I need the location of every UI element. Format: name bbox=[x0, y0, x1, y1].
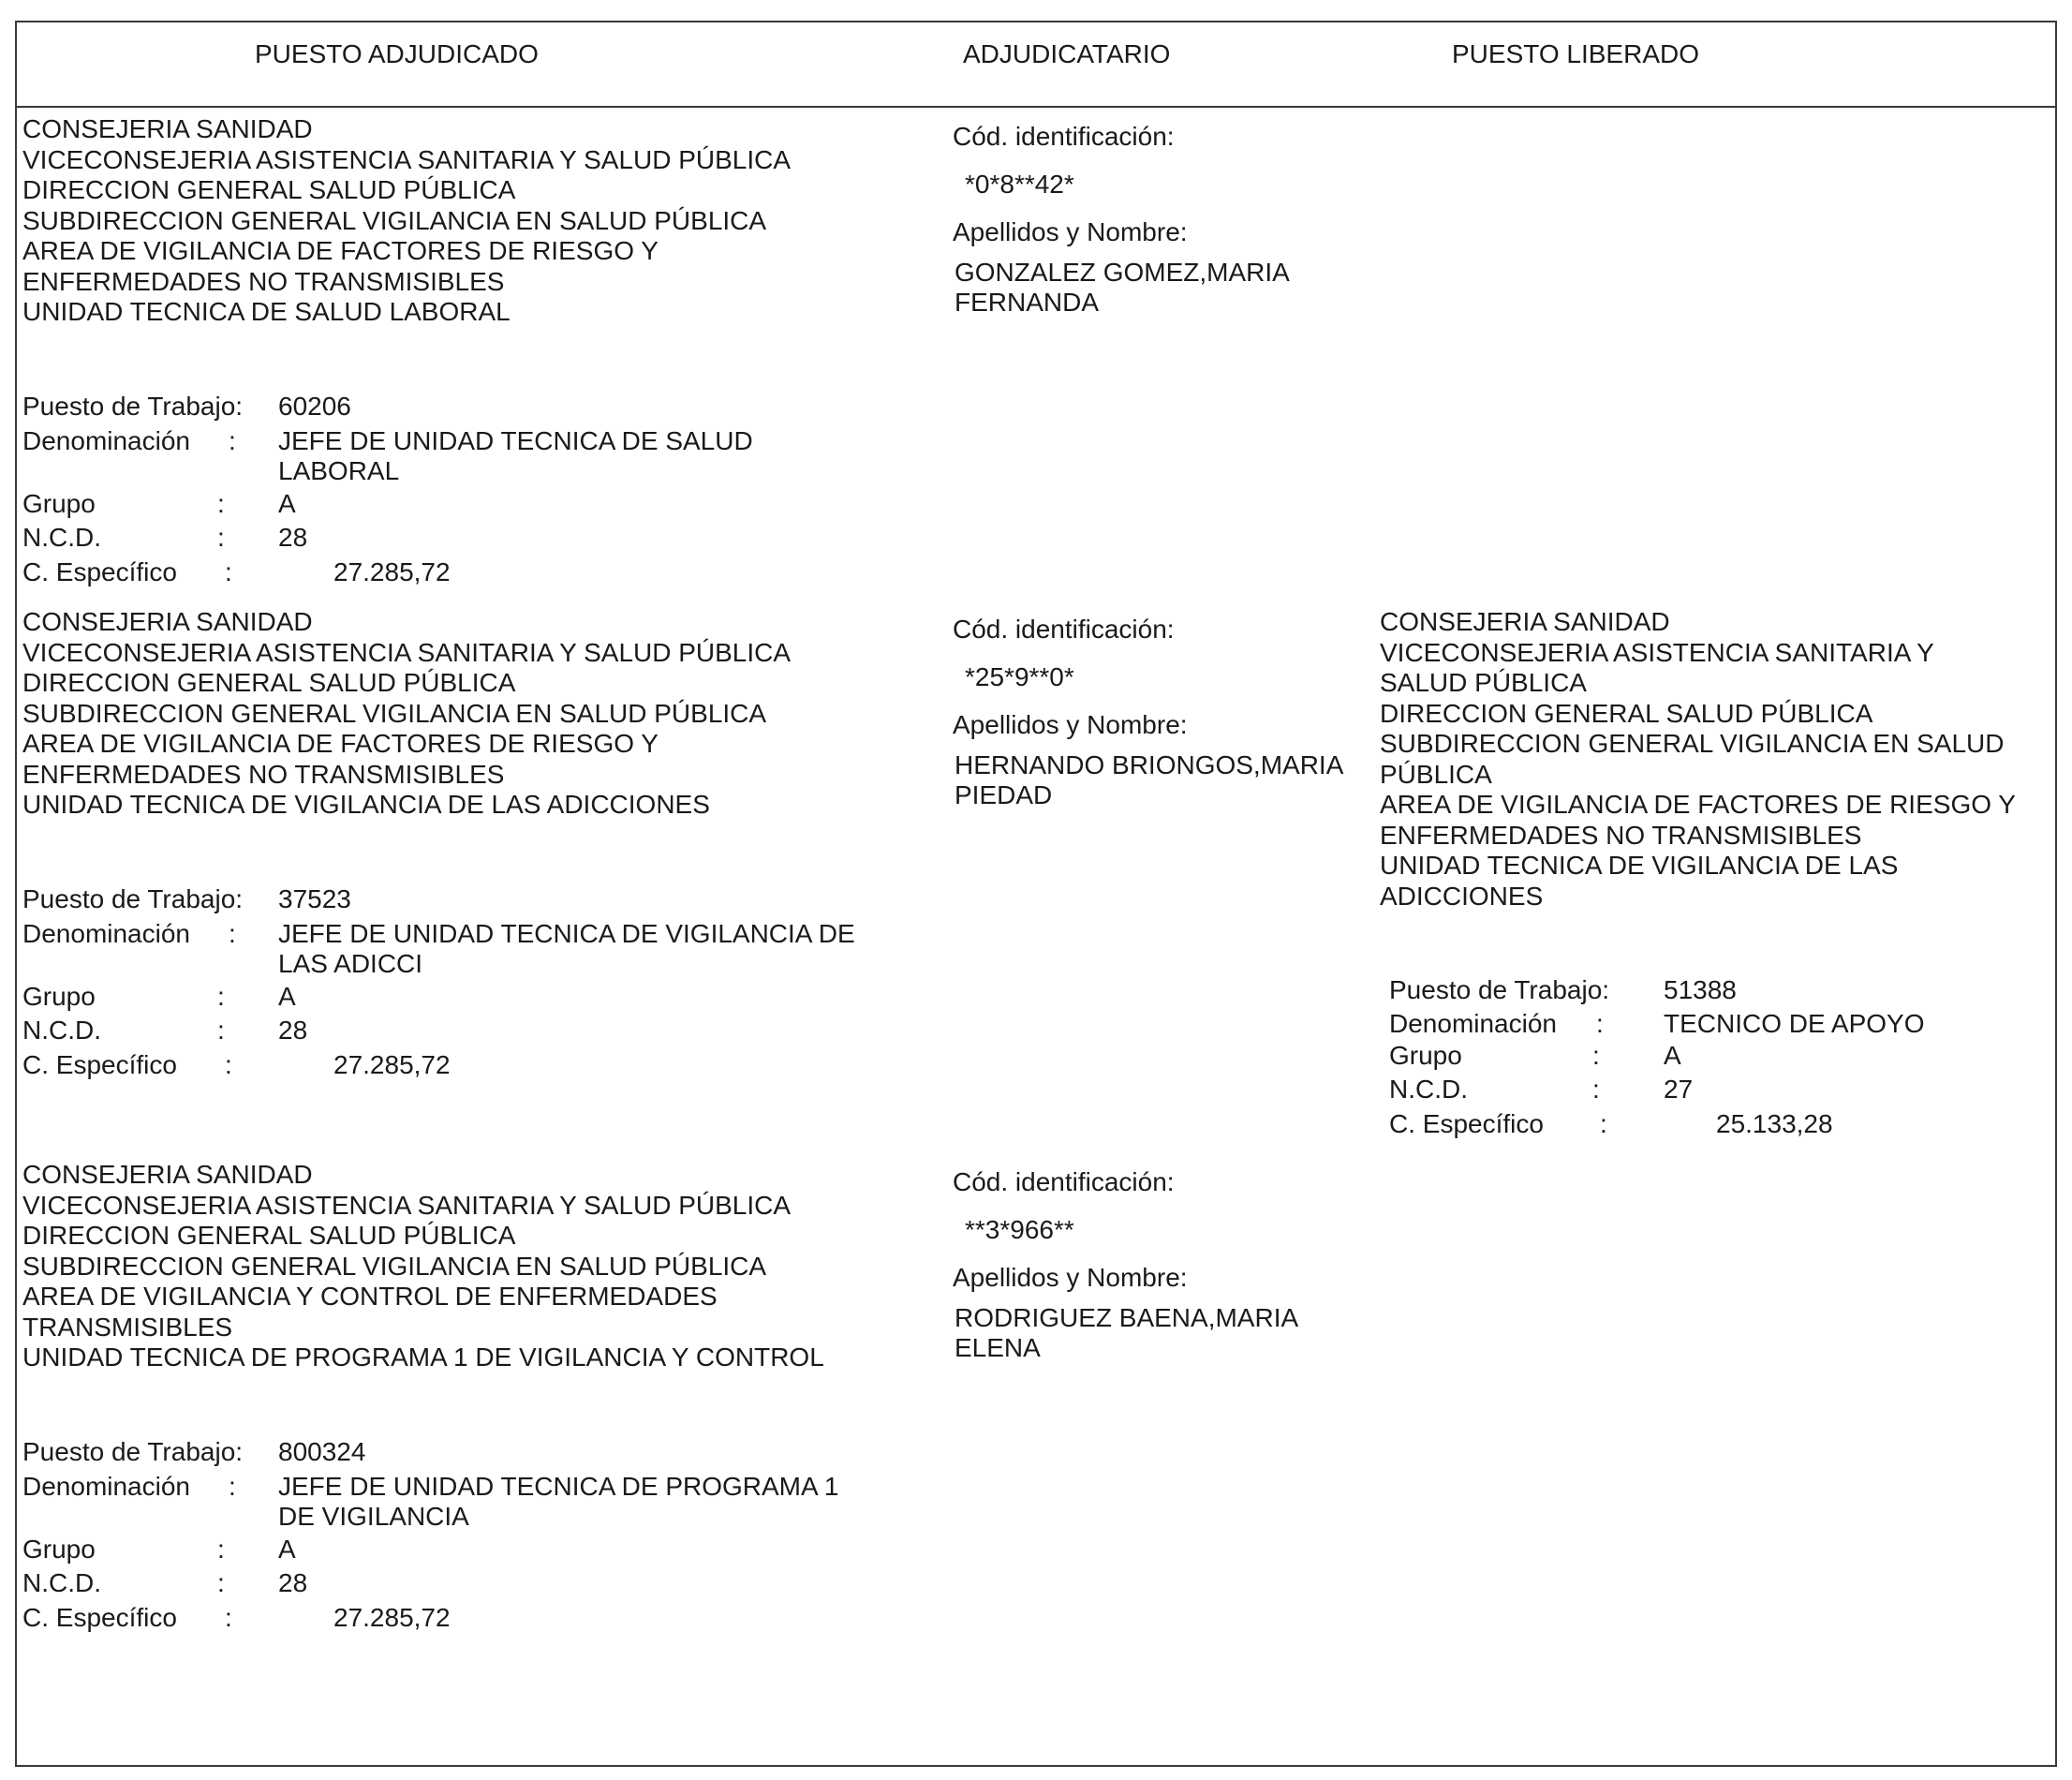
denominacion-value: TECNICO DE APOYO bbox=[1664, 1009, 1925, 1038]
cod-label: Cód. identificación: bbox=[953, 122, 1175, 151]
puesto-label: Puesto de Trabajo: bbox=[22, 884, 244, 913]
org-line: PÚBLICA bbox=[1380, 759, 1492, 789]
nombre-value: HERNANDO BRIONGOS,MARIA bbox=[955, 750, 1344, 779]
ncd-label: N.C.D. bbox=[1389, 1075, 1468, 1104]
colon: : bbox=[1596, 1009, 1604, 1038]
org-line: CONSEJERIA SANIDAD bbox=[22, 114, 313, 143]
nombre-value: PIEDAD bbox=[955, 780, 1053, 809]
puesto-value: 800324 bbox=[278, 1437, 366, 1466]
org-line: SUBDIRECCION GENERAL VIGILANCIA EN SALUD bbox=[1380, 729, 2005, 758]
grupo-label: Grupo bbox=[22, 982, 96, 1011]
grupo-value: A bbox=[278, 1535, 296, 1564]
header-divider bbox=[15, 106, 2057, 108]
org-line: DIRECCION GENERAL SALUD PÚBLICA bbox=[22, 668, 516, 697]
colon: : bbox=[217, 1016, 225, 1045]
puesto-value: 60206 bbox=[278, 392, 351, 421]
org-line: VICECONSEJERIA ASISTENCIA SANITARIA Y SALUD PÚBLICA bbox=[22, 1190, 792, 1220]
denominacion-value: JEFE DE UNIDAD TECNICA DE PROGRAMA 1 bbox=[278, 1472, 839, 1501]
cod-value: *0*8**42* bbox=[965, 170, 1074, 199]
ncd-label: N.C.D. bbox=[22, 523, 101, 552]
grupo-value: A bbox=[278, 489, 296, 518]
header-puesto-liberado: PUESTO LIBERADO bbox=[1452, 39, 1700, 68]
org-line: CONSEJERIA SANIDAD bbox=[22, 1160, 313, 1189]
ncd-value: 28 bbox=[278, 1568, 308, 1597]
liberado-org-hierarchy bbox=[1380, 607, 2016, 912]
org-line: VICECONSEJERIA ASISTENCIA SANITARIA Y bbox=[1380, 637, 1934, 667]
org-line: SALUD PÚBLICA bbox=[1380, 668, 1587, 697]
ncd-value: 28 bbox=[278, 523, 308, 552]
colon: : bbox=[225, 1603, 232, 1632]
nombre-value: ELENA bbox=[955, 1333, 1041, 1362]
org-line: AREA DE VIGILANCIA DE FACTORES DE RIESGO Y bbox=[1380, 790, 2016, 819]
header-puesto-adjudicado: PUESTO ADJUDICADO bbox=[255, 39, 539, 68]
especifico-value: 27.285,72 bbox=[333, 557, 451, 586]
org-line: SUBDIRECCION GENERAL VIGILANCIA EN SALUD PÚBLICA bbox=[22, 205, 767, 235]
denominacion-value: LAS ADICCI bbox=[278, 949, 423, 978]
org-line: VICECONSEJERIA ASISTENCIA SANITARIA Y SALUD PÚBLICA bbox=[22, 144, 792, 174]
grupo-label: Grupo bbox=[22, 489, 96, 518]
org-hierarchy bbox=[22, 114, 791, 328]
grupo-value: A bbox=[1664, 1041, 1681, 1070]
colon: : bbox=[217, 1535, 225, 1564]
puesto-label: Puesto de Trabajo: bbox=[22, 392, 244, 421]
org-line: UNIDAD TECNICA DE SALUD LABORAL bbox=[22, 297, 511, 326]
org-line: DIRECCION GENERAL SALUD PÚBLICA bbox=[22, 1221, 516, 1250]
especifico-value: 27.285,72 bbox=[333, 1603, 451, 1632]
colon: : bbox=[217, 982, 225, 1011]
denominacion-value: LABORAL bbox=[278, 456, 400, 485]
org-line: AREA DE VIGILANCIA DE FACTORES DE RIESGO Y bbox=[22, 729, 659, 758]
nombre-value: RODRIGUEZ BAENA,MARIA bbox=[955, 1303, 1299, 1332]
especifico-label: C. Específico bbox=[22, 557, 177, 586]
grupo-label: Grupo bbox=[22, 1535, 96, 1564]
denominacion-value: DE VIGILANCIA bbox=[278, 1502, 469, 1531]
nombre-label: Apellidos y Nombre: bbox=[953, 710, 1188, 739]
puesto-label: Puesto de Trabajo: bbox=[22, 1437, 244, 1466]
cod-label: Cód. identificación: bbox=[953, 615, 1175, 644]
colon: : bbox=[229, 919, 236, 948]
colon: : bbox=[217, 523, 225, 552]
denominacion-label: Denominación bbox=[22, 1472, 190, 1501]
puesto-value: 51388 bbox=[1664, 975, 1737, 1004]
ncd-label: N.C.D. bbox=[22, 1016, 101, 1045]
nombre-value: FERNANDA bbox=[955, 288, 1100, 317]
colon: : bbox=[217, 489, 225, 518]
cod-value: **3*966** bbox=[965, 1215, 1074, 1244]
colon: : bbox=[225, 557, 232, 586]
colon: : bbox=[1592, 1075, 1600, 1104]
org-hierarchy bbox=[22, 1160, 824, 1373]
org-line: DIRECCION GENERAL SALUD PÚBLICA bbox=[1380, 698, 1873, 728]
nombre-label: Apellidos y Nombre: bbox=[953, 217, 1188, 246]
org-line: SUBDIRECCION GENERAL VIGILANCIA EN SALUD PÚBLICA bbox=[22, 698, 767, 728]
org-line: ENFERMEDADES NO TRANSMISIBLES bbox=[22, 759, 505, 789]
puesto-label: Puesto de Trabajo: bbox=[1389, 975, 1610, 1004]
org-line: DIRECCION GENERAL SALUD PÚBLICA bbox=[22, 175, 516, 204]
nombre-label: Apellidos y Nombre: bbox=[953, 1263, 1188, 1292]
colon: : bbox=[1592, 1041, 1600, 1070]
org-line: SUBDIRECCION GENERAL VIGILANCIA EN SALUD PÚBLICA bbox=[22, 1251, 767, 1281]
especifico-value: 25.133,28 bbox=[1716, 1109, 1833, 1138]
denominacion-value: JEFE DE UNIDAD TECNICA DE SALUD bbox=[278, 426, 753, 455]
org-line: AREA DE VIGILANCIA DE FACTORES DE RIESGO Y bbox=[22, 236, 659, 265]
colon: : bbox=[1600, 1109, 1607, 1138]
puesto-value: 37523 bbox=[278, 884, 351, 913]
ncd-value: 28 bbox=[278, 1016, 308, 1045]
colon: : bbox=[217, 1568, 225, 1597]
denominacion-label: Denominación bbox=[22, 919, 190, 948]
org-line: UNIDAD TECNICA DE VIGILANCIA DE LAS ADICCIONES bbox=[22, 790, 710, 819]
denominacion-label: Denominación bbox=[22, 426, 190, 455]
org-line: UNIDAD TECNICA DE PROGRAMA 1 DE VIGILANCIA Y CONTROL bbox=[22, 1342, 824, 1372]
ncd-label: N.C.D. bbox=[22, 1568, 101, 1597]
ncd-value: 27 bbox=[1664, 1075, 1694, 1104]
header-adjudicatario: ADJUDICATARIO bbox=[963, 39, 1171, 68]
org-line: ENFERMEDADES NO TRANSMISIBLES bbox=[1380, 820, 1862, 850]
org-line: UNIDAD TECNICA DE VIGILANCIA DE LAS bbox=[1380, 851, 1899, 880]
org-line: CONSEJERIA SANIDAD bbox=[1380, 607, 1670, 636]
org-hierarchy bbox=[22, 607, 791, 821]
org-line: TRANSMISIBLES bbox=[22, 1312, 233, 1342]
nombre-value: GONZALEZ GOMEZ,MARIA bbox=[955, 258, 1290, 287]
org-line: AREA DE VIGILANCIA Y CONTROL DE ENFERMEDADES bbox=[22, 1282, 718, 1311]
colon: : bbox=[229, 1472, 236, 1501]
org-line: VICECONSEJERIA ASISTENCIA SANITARIA Y SALUD PÚBLICA bbox=[22, 637, 792, 667]
grupo-value: A bbox=[278, 982, 296, 1011]
cod-label: Cód. identificación: bbox=[953, 1167, 1175, 1196]
org-line: ADICCIONES bbox=[1380, 881, 1544, 911]
especifico-value: 27.285,72 bbox=[333, 1050, 451, 1079]
especifico-label: C. Específico bbox=[22, 1603, 177, 1632]
colon: : bbox=[225, 1050, 232, 1079]
denominacion-value: JEFE DE UNIDAD TECNICA DE VIGILANCIA DE bbox=[278, 919, 855, 948]
grupo-label: Grupo bbox=[1389, 1041, 1462, 1070]
denominacion-label: Denominación bbox=[1389, 1009, 1557, 1038]
especifico-label: C. Específico bbox=[22, 1050, 177, 1079]
org-line: CONSEJERIA SANIDAD bbox=[22, 607, 313, 636]
org-line: ENFERMEDADES NO TRANSMISIBLES bbox=[22, 266, 505, 296]
cod-value: *25*9**0* bbox=[965, 662, 1074, 691]
especifico-label: C. Específico bbox=[1389, 1109, 1544, 1138]
colon: : bbox=[229, 426, 236, 455]
